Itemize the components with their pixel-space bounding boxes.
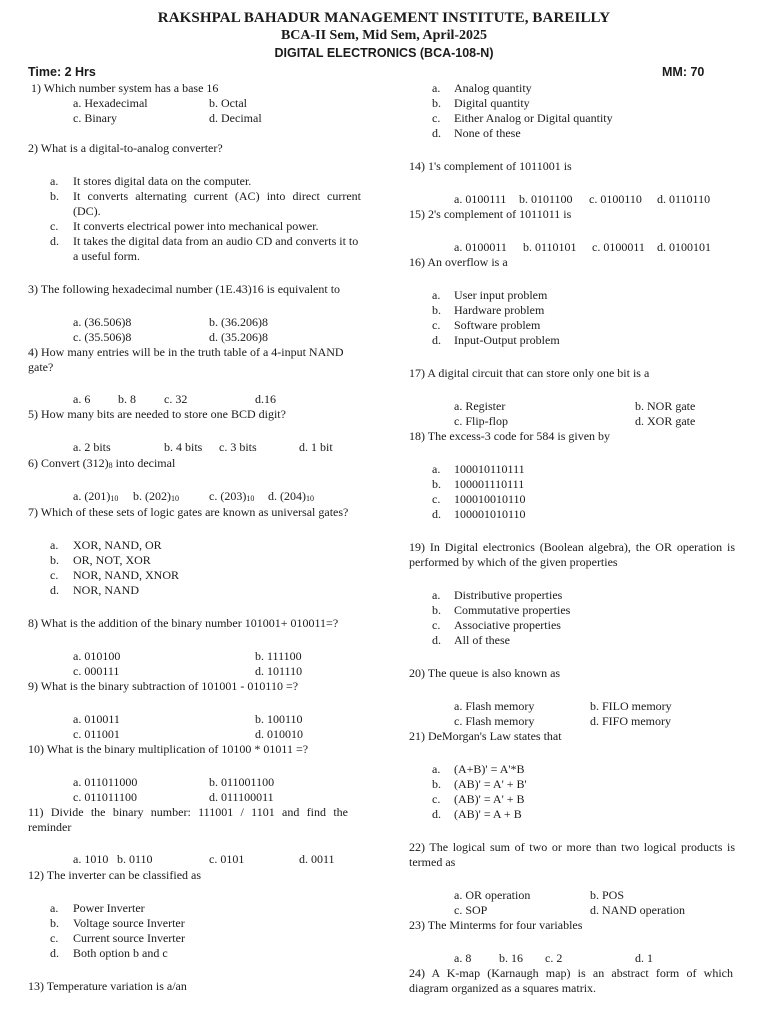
q7-option-d: NOR, NAND bbox=[73, 583, 139, 597]
q13-marker-a: a. bbox=[432, 81, 441, 95]
institute-title: RAKSHPAL BAHADUR MANAGEMENT INSTITUTE, BAREILLY bbox=[157, 10, 611, 26]
q8-option-c: c. 000111 bbox=[73, 664, 120, 678]
q19-option-d: All of these bbox=[454, 633, 510, 647]
q4-option-c: c. 32 bbox=[164, 392, 188, 406]
q6-text: 6) Convert $(312)_8$ into decimal bbox=[28, 456, 176, 470]
q10-option-d: d. 011100011 bbox=[209, 790, 274, 804]
q18-marker-c: c. bbox=[432, 492, 441, 506]
q16-option-a: User input problem bbox=[454, 288, 548, 302]
q9-option-d: d. 010010 bbox=[255, 727, 303, 741]
q1-option-d: d. Decimal bbox=[209, 111, 262, 125]
q16-marker-a: a. bbox=[432, 288, 441, 302]
q16-option-c: Software problem bbox=[454, 318, 541, 332]
q4-option-d: d.16 bbox=[255, 392, 276, 406]
q13-option-c: Either Analog or Digital quantity bbox=[454, 111, 613, 125]
q13-option-b: Digital quantity bbox=[454, 96, 530, 110]
q13-option-d: None of these bbox=[454, 126, 521, 140]
q23-text: 23) The Minterms for four variables bbox=[409, 918, 583, 932]
q10-option-b: b. 011001100 bbox=[209, 775, 275, 789]
q16-marker-b: b. bbox=[432, 303, 441, 317]
q11-text: 11) Divide the binary number: 111001 / 1101 and find the reminder bbox=[28, 805, 348, 834]
q5-option-b: b. 4 bits bbox=[164, 440, 203, 454]
q5-option-c: c. 3 bits bbox=[219, 440, 257, 454]
q20-option-b: b. FILO memory bbox=[590, 699, 672, 713]
q21-marker-d: d. bbox=[432, 807, 441, 821]
q10-option-a: a. 011011000 bbox=[73, 775, 138, 789]
q6-option-c: c. $(203)_{10}$ bbox=[209, 489, 255, 503]
q15-text: 15) 2's complement of 1011011 is bbox=[409, 207, 572, 221]
q16-marker-d: d. bbox=[432, 333, 441, 347]
q7-marker-c: c. bbox=[50, 568, 59, 582]
q23-option-d: d. 1 bbox=[635, 951, 653, 965]
q12-marker-d: d. bbox=[50, 946, 59, 960]
q8-option-a: a. 010100 bbox=[73, 649, 121, 663]
q15-option-b: b. 0110101 bbox=[523, 240, 577, 254]
q19-option-b: Commutative properties bbox=[454, 603, 571, 617]
q14-text: 14) 1's complement of 1011001 is bbox=[409, 159, 572, 173]
q11-option-c: c. 0101 bbox=[209, 852, 245, 866]
q13-marker-d: d. bbox=[432, 126, 441, 140]
q20-option-c: c. Flash memory bbox=[454, 714, 535, 728]
q9-option-b: b. 100110 bbox=[255, 712, 303, 726]
q17-option-a: a. Register bbox=[454, 399, 506, 413]
q18-text: 18) The excess-3 code for 584 is given by bbox=[409, 429, 611, 443]
q4-option-a: a. 6 bbox=[73, 392, 91, 406]
q7-option-b: OR, NOT, XOR bbox=[73, 553, 151, 567]
q21-option-b: (AB)' = A' + B' bbox=[454, 777, 527, 791]
q10-text: 10) What is the binary multiplication of 10100 * 01011 =? bbox=[28, 742, 309, 756]
q17-option-c: c. Flip-flop bbox=[454, 414, 508, 428]
q12-option-b: Voltage source Inverter bbox=[73, 916, 185, 930]
q14-option-c: c. 0100110 bbox=[589, 192, 642, 206]
q8-text: 8) What is the addition of the binary number 101001+ 010011=? bbox=[28, 616, 339, 630]
q12-marker-a: a. bbox=[50, 901, 59, 915]
q19-option-a: Distributive properties bbox=[454, 588, 563, 602]
q21-marker-c: c. bbox=[432, 792, 441, 806]
q12-marker-c: c. bbox=[50, 931, 59, 945]
q9-option-c: c. 011001 bbox=[73, 727, 120, 741]
q24-text: 24) A K-map (Karnaugh map) is an abstract form of which diagram organized as a squares matrix. bbox=[409, 966, 733, 995]
q21-option-c: (AB)' = A' + B bbox=[454, 792, 525, 806]
q21-text: 21) DeMorgan's Law states that bbox=[409, 729, 562, 743]
q3-option-c: c. (35.506)8 bbox=[73, 330, 132, 344]
q12-text: 12) The inverter can be classified as bbox=[28, 868, 202, 882]
q7-text: 7) Which of these sets of logic gates are known as universal gates? bbox=[28, 505, 349, 519]
q23-option-c: c. 2 bbox=[545, 951, 563, 965]
q12-option-c: Current source Inverter bbox=[73, 931, 185, 945]
q7-option-a: XOR, NAND, OR bbox=[73, 538, 162, 552]
q11-option-d: d. 0011 bbox=[299, 852, 335, 866]
q21-marker-a: a. bbox=[432, 762, 441, 776]
q5-text: 5) How many bits are needed to store one BCD digit? bbox=[28, 407, 286, 421]
q19-option-c: Associative properties bbox=[454, 618, 561, 632]
q2-text: 2) What is a digital-to-analog converter? bbox=[28, 141, 223, 155]
q2-marker-c: c. bbox=[50, 219, 59, 233]
q22-option-c: c. SOP bbox=[454, 903, 488, 917]
q9-option-a: a. 010011 bbox=[73, 712, 120, 726]
q18-marker-a: a. bbox=[432, 462, 441, 476]
q23-option-b: b. 16 bbox=[499, 951, 523, 965]
q12-marker-b: b. bbox=[50, 916, 59, 930]
q17-text: 17) A digital circuit that can store only one bit is a bbox=[409, 366, 650, 380]
q3-text: 3) The following hexadecimal number (1E.43)16 is equivalent to bbox=[28, 282, 341, 296]
q16-text: 16) An overflow is a bbox=[409, 255, 508, 269]
q16-marker-c: c. bbox=[432, 318, 441, 332]
q20-option-d: d. FIFO memory bbox=[590, 714, 671, 728]
q2-marker-a: a. bbox=[50, 174, 59, 188]
q19-marker-a: a. bbox=[432, 588, 441, 602]
q8-option-b: b. 111100 bbox=[255, 649, 302, 663]
q15-option-a: a. 0100011 bbox=[454, 240, 507, 254]
q6-option-b: b. $(202)_{10}$ bbox=[133, 489, 179, 503]
q4-text: 4) How many entries will be in the truth table of a 4-input NAND gate? bbox=[28, 345, 344, 374]
q23-option-a: a. 8 bbox=[454, 951, 472, 965]
q11-option-b: b. 0110 bbox=[117, 852, 153, 866]
exam-title: BCA-II Sem, Mid Sem, April-2025 bbox=[280, 28, 488, 43]
q18-marker-b: b. bbox=[432, 477, 441, 491]
q2-option-a: It stores digital data on the computer. bbox=[73, 174, 252, 188]
q2-option-d: It takes the digital data from an audio CD and converts it to a useful form. bbox=[73, 234, 359, 263]
q17-option-d: d. XOR gate bbox=[635, 414, 696, 428]
q19-text: 19) In Digital electronics (Boolean algebra), the OR operation is performed by which of the given properties bbox=[409, 540, 735, 569]
q14-option-a: a. 0100111 bbox=[454, 192, 507, 206]
q22-text: 22) The logical sum of two or more than two logical products is termed as bbox=[409, 840, 735, 869]
q21-marker-b: b. bbox=[432, 777, 441, 791]
q15-option-d: d. 0100101 bbox=[657, 240, 711, 254]
q17-option-b: b. NOR gate bbox=[635, 399, 696, 413]
q22-option-d: d. NAND operation bbox=[590, 903, 685, 917]
q2-option-c: It converts electrical power into mechanical power. bbox=[73, 219, 319, 233]
q3-option-a: a. (36.506)8 bbox=[73, 315, 132, 329]
q1-text: 1) Which number system has a base 16 bbox=[31, 81, 219, 95]
q2-option-b: It converts alternating current (AC) into direct current (DC). bbox=[73, 189, 361, 218]
q13-marker-b: b. bbox=[432, 96, 441, 110]
q14-option-b: b. 0101100 bbox=[519, 192, 573, 206]
q5-option-a: a. 2 bits bbox=[73, 440, 111, 454]
q10-option-c: c. 011011100 bbox=[73, 790, 137, 804]
q8-option-d: d. 101110 bbox=[255, 664, 303, 678]
q2-marker-b: b. bbox=[50, 189, 59, 203]
q13-text: 13) Temperature variation is a/an bbox=[28, 979, 187, 993]
q18-marker-d: d. bbox=[432, 507, 441, 521]
q20-text: 20) The queue is also known as bbox=[409, 666, 561, 680]
q19-marker-c: c. bbox=[432, 618, 441, 632]
q22-option-b: b. POS bbox=[590, 888, 625, 902]
q1-option-c: c. Binary bbox=[73, 111, 117, 125]
q19-marker-d: d. bbox=[432, 633, 441, 647]
q7-option-c: NOR, NAND, XNOR bbox=[73, 568, 180, 582]
q18-option-c: 100010010110 bbox=[454, 492, 526, 506]
q3-option-b: b. (36.206)8 bbox=[209, 315, 268, 329]
q16-option-d: Input-Output problem bbox=[454, 333, 560, 347]
q4-option-b: b. 8 bbox=[118, 392, 136, 406]
q21-option-d: (AB)' = A + B bbox=[454, 807, 522, 821]
q12-option-d: Both option b and c bbox=[73, 946, 168, 960]
q22-option-a: a. OR operation bbox=[454, 888, 531, 902]
q1-option-a: a. Hexadecimal bbox=[73, 96, 148, 110]
q15-option-c: c. 0100011 bbox=[592, 240, 645, 254]
q3-option-d: d. (35.206)8 bbox=[209, 330, 268, 344]
q1-option-b: b. Octal bbox=[209, 96, 247, 110]
q13-marker-c: c. bbox=[432, 111, 441, 125]
q18-option-b: 100001110111 bbox=[454, 477, 525, 491]
q7-marker-b: b. bbox=[50, 553, 59, 567]
q7-marker-d: d. bbox=[50, 583, 59, 597]
exam-time: Time: 2 Hrs bbox=[28, 65, 96, 79]
q2-marker-d: d. bbox=[50, 234, 59, 248]
q18-option-d: 100001010110 bbox=[454, 507, 526, 521]
max-marks: MM: 70 bbox=[662, 65, 705, 79]
q11-option-a: a. 1010 bbox=[73, 852, 109, 866]
q18-option-a: 100010110111 bbox=[454, 462, 525, 476]
q5-option-d: d. 1 bit bbox=[299, 440, 333, 454]
q19-marker-b: b. bbox=[432, 603, 441, 617]
q14-option-d: d. 0110110 bbox=[657, 192, 711, 206]
q20-option-a: a. Flash memory bbox=[454, 699, 535, 713]
q16-option-b: Hardware problem bbox=[454, 303, 545, 317]
subject-title: DIGITAL ELECTRONICS (BCA-108-N) bbox=[274, 46, 494, 60]
q7-marker-a: a. bbox=[50, 538, 59, 552]
q21-option-a: (A+B)' = A'*B bbox=[454, 762, 525, 776]
q12-option-a: Power Inverter bbox=[73, 901, 145, 915]
q6-option-a: a. $(201)_{10}$ bbox=[73, 489, 119, 503]
q6-option-d: d. $(204)_{10}$ bbox=[268, 489, 314, 503]
q13-option-a: Analog quantity bbox=[454, 81, 532, 95]
q9-text: 9) What is the binary subtraction of 101001 - 010110 =? bbox=[28, 679, 299, 693]
